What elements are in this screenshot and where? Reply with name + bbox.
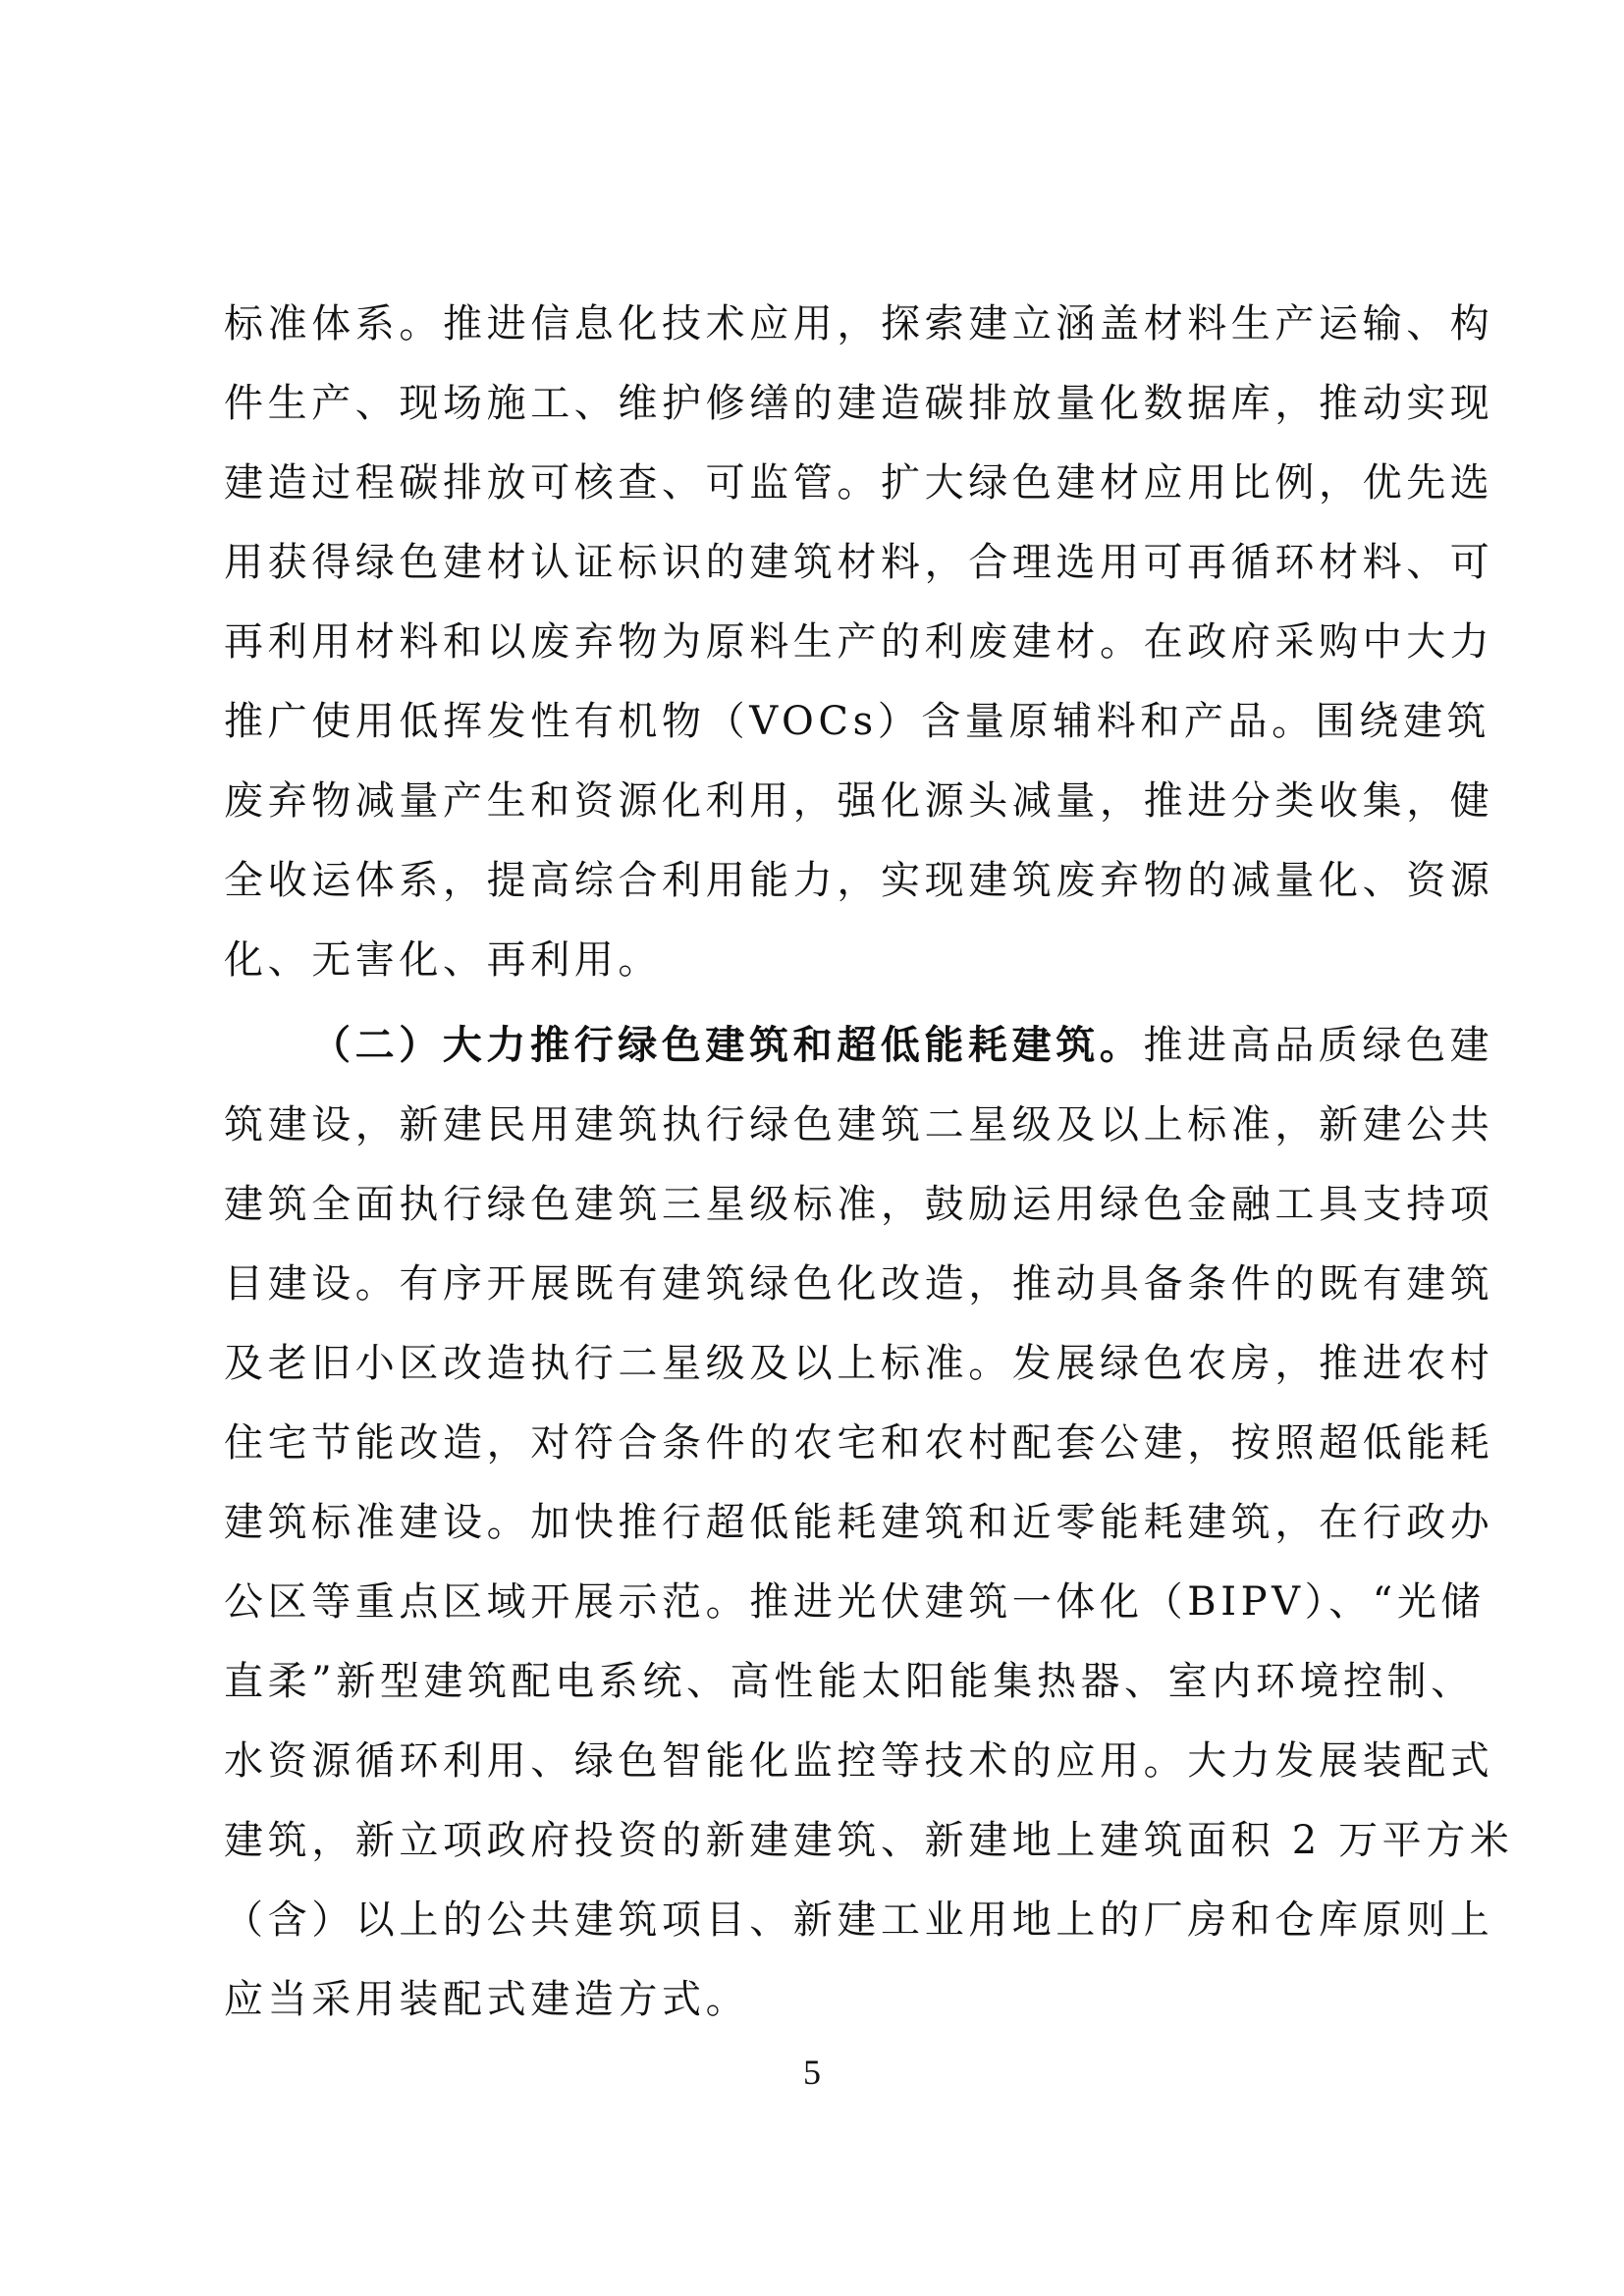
paragraph-line: 标准体系。推进信息化技术应用，探索建立涵盖材料生产运输、构 xyxy=(224,301,1494,347)
paragraph-line: 水资源循环利用、绿色智能化监控等技术的应用。大力发展装配式 xyxy=(224,1738,1494,1784)
page-number: 5 xyxy=(803,2053,821,2092)
paragraph-line: 直柔”新型建筑配电系统、高性能太阳能集热器、室内环境控制、 xyxy=(224,1659,1475,1704)
paragraph-line: 化、无害化、再利用。 xyxy=(224,937,662,983)
paragraph-line: 建造过程碳排放可核查、可监管。扩大绿色建材应用比例，优先选 xyxy=(224,460,1494,506)
section-heading: （二）大力推行绿色建筑和超低能耗建筑。 xyxy=(311,1023,1144,1068)
paragraph-line: 全收运体系，提高综合利用能力，实现建筑废弃物的减量化、资源 xyxy=(224,858,1494,903)
paragraph-line: 筑建设，新建民用建筑执行绿色建筑二星级及以上标准，新建公共 xyxy=(224,1102,1494,1148)
paragraph-line: 公区等重点区域开展示范。推进光伏建筑一体化（BIPV）、“光储 xyxy=(224,1579,1486,1625)
paragraph-line: 建筑标准建设。加快推行超低能耗建筑和近零能耗建筑，在行政办 xyxy=(224,1500,1494,1545)
paragraph-waste-and-materials xyxy=(224,285,1494,1000)
paragraph-line: 推广使用低挥发性有机物（VOCs）含量原辅料和产品。围绕建筑 xyxy=(224,699,1491,744)
paragraph-line: 建筑，新立项政府投资的新建建筑、新建地上建筑面积 2 万平方米 xyxy=(224,1818,1514,1863)
paragraph-line: 住宅节能改造，对符合条件的农宅和农村配套公建，按照超低能耗 xyxy=(224,1420,1494,1466)
paragraph-line: 建筑全面执行绿色建筑三星级标准，鼓励运用绿色金融工具支持项 xyxy=(224,1182,1494,1227)
paragraph-line: 应当采用装配式建造方式。 xyxy=(224,1977,750,2022)
paragraph-line: 废弃物减量产生和资源化利用，强化源头减量，推进分类收集，健 xyxy=(224,778,1494,824)
paragraph-line-rest: 推进高品质绿色建 xyxy=(1143,1023,1494,1068)
paragraph-green-buildings xyxy=(224,1006,1514,2040)
paragraph-line: （含）以上的公共建筑项目、新建工业用地上的厂房和仓库原则上 xyxy=(224,1897,1494,1943)
paragraph-line: 及老旧小区改造执行二星级及以上标准。发展绿色农房，推进农村 xyxy=(224,1341,1494,1386)
paragraph-line: 目建设。有序开展既有建筑绿色化改造，推动具备条件的既有建筑 xyxy=(224,1261,1494,1307)
paragraph-line: 用获得绿色建材认证标识的建筑材料，合理选用可再循环材料、可 xyxy=(224,540,1494,585)
paragraph-line: 件生产、现场施工、维护修缮的建造碳排放量化数据库，推动实现 xyxy=(224,381,1494,426)
paragraph-first-line xyxy=(224,1006,1494,1086)
paragraph-line: 再利用材料和以废弃物为原料生产的利废建材。在政府采购中大力 xyxy=(224,619,1494,665)
